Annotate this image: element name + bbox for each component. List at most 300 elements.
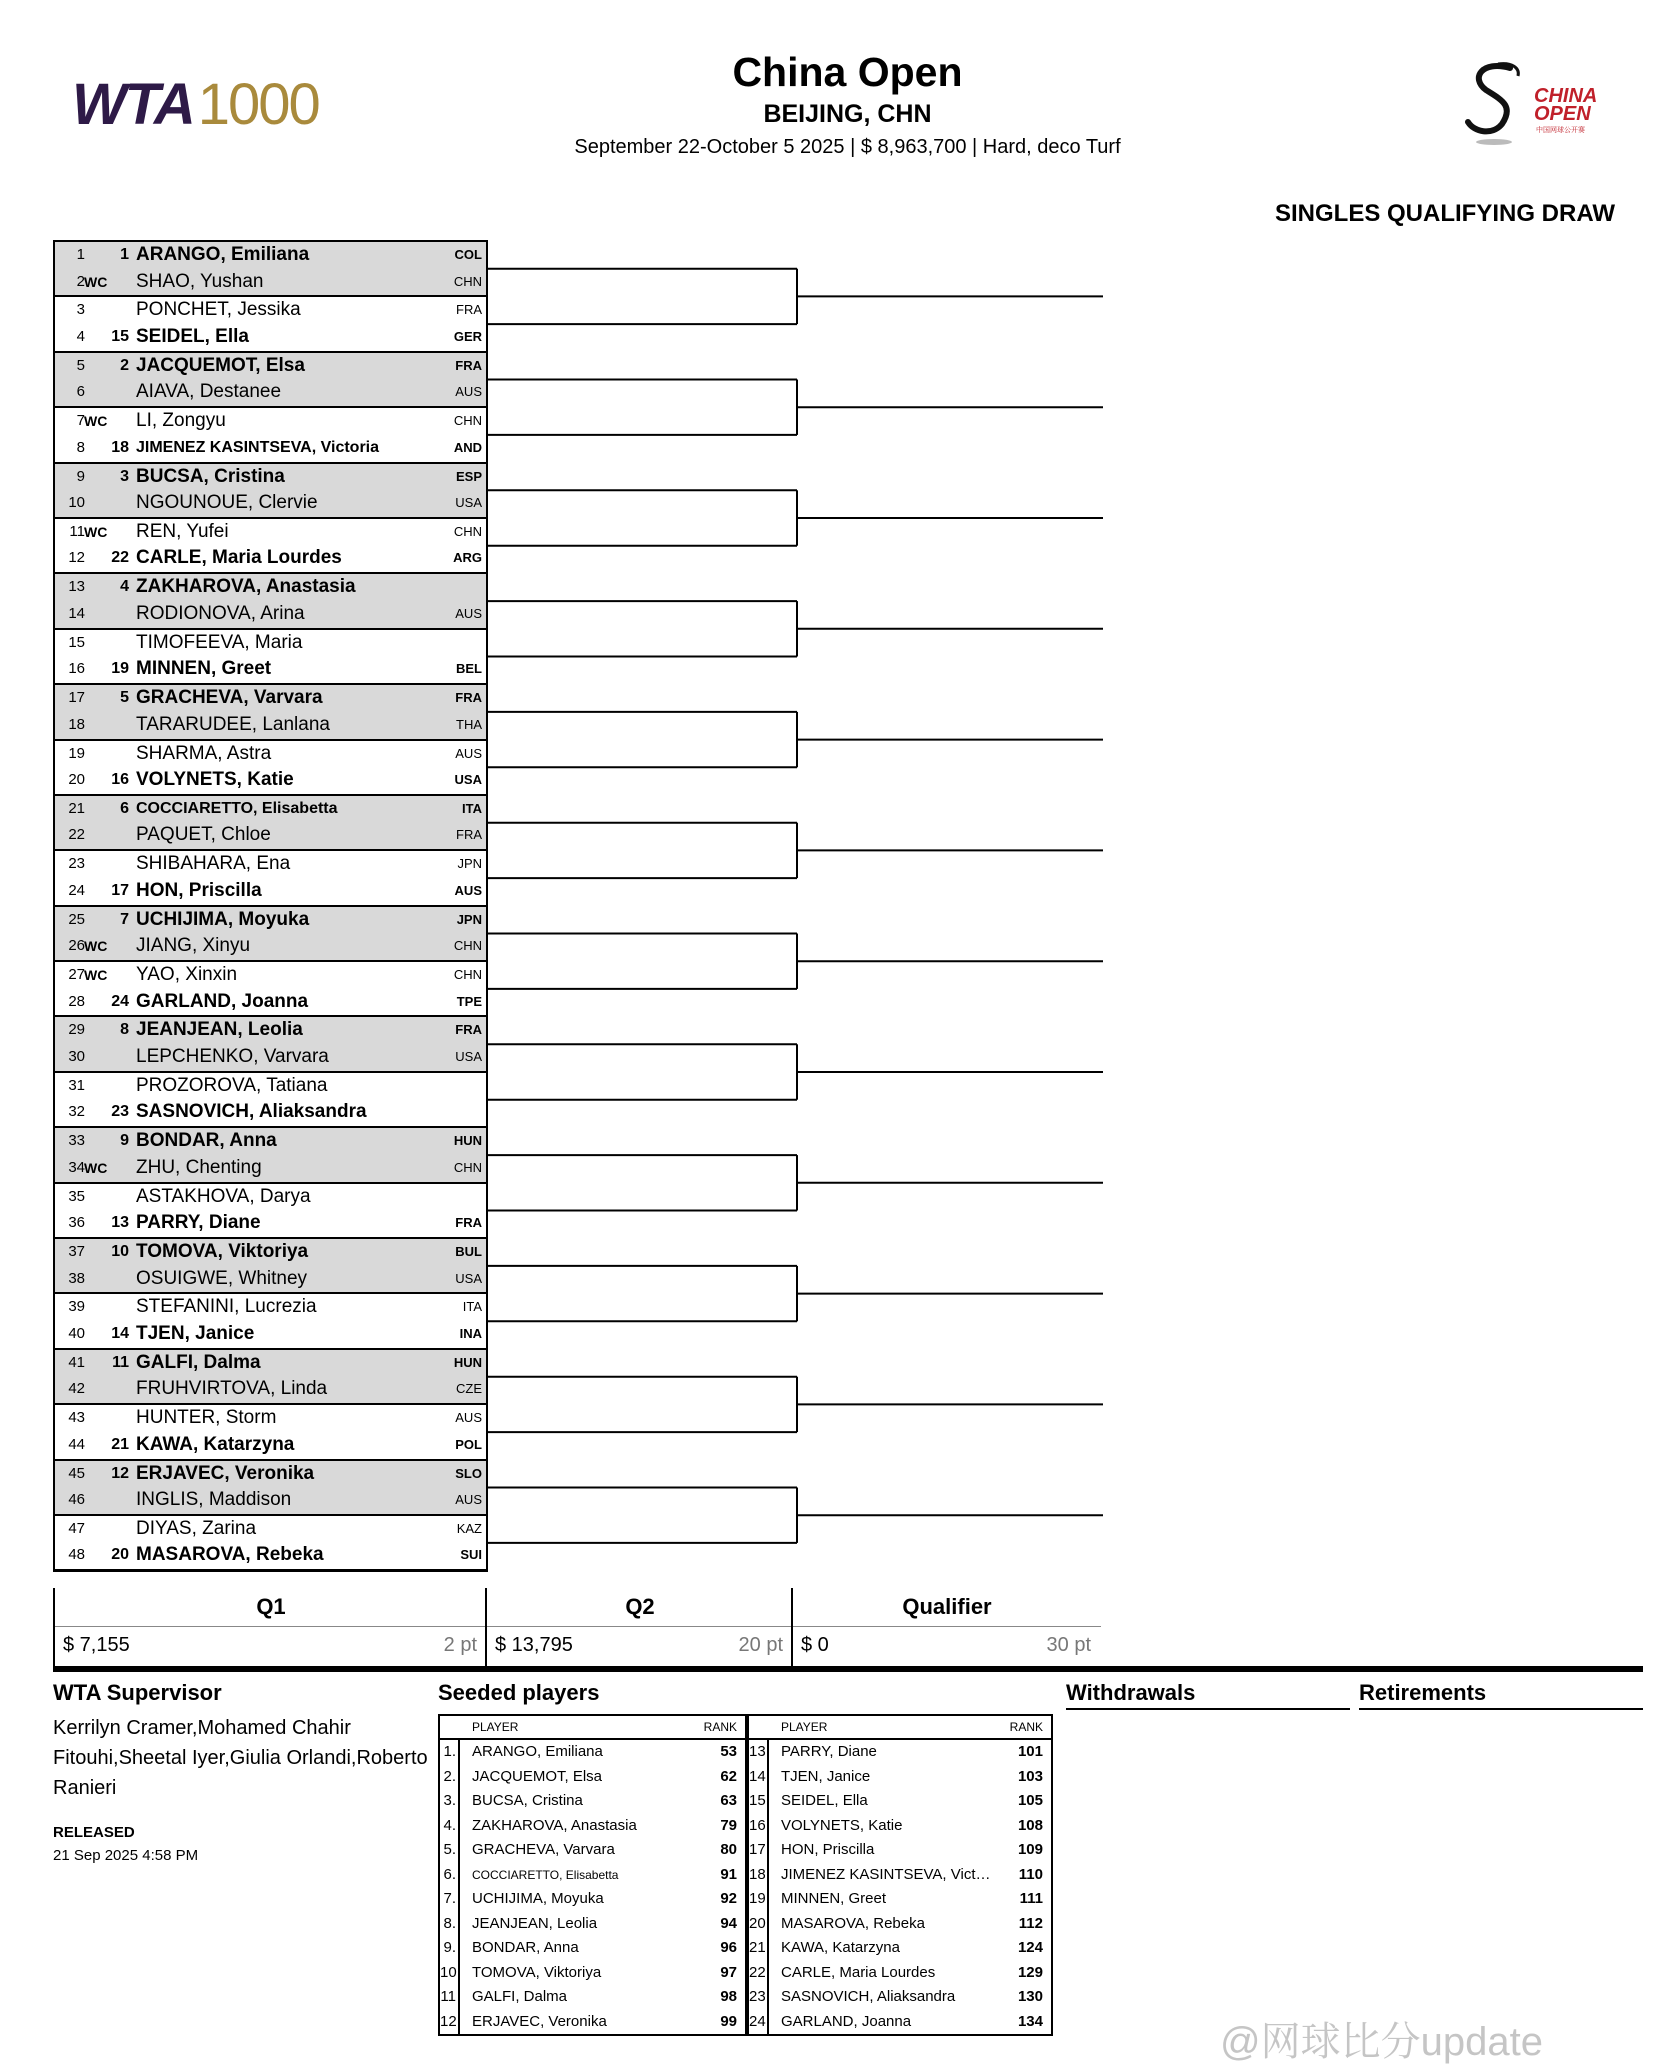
draw-position: 17 [68,689,85,707]
player-name: TIMOFEEVA, Maria [136,631,303,653]
seeded-player-rank: 98 [720,1988,737,2005]
player-nationality: AUS [455,605,482,621]
player-nationality: AUS [455,745,482,761]
seeded-rows [440,1740,745,2034]
seed-number: 10 [111,1243,129,1261]
player-name: YAO, Xinxin [136,964,238,986]
seeded-player-name: TOMOVA, Viktoriya [472,1963,602,1981]
prize-col-q2 [485,1588,793,1668]
player-nationality: ESP [455,468,482,484]
entry-type: WC [84,1159,108,1176]
player-name: ZHU, Chenting [136,1156,262,1178]
draw-position: 33 [68,1132,85,1150]
player-nationality: KAZ [456,1520,482,1536]
player-name: SHIBAHARA, Ena [136,853,291,875]
seed-number: 19 [111,660,129,678]
draw-position: 35 [68,1187,85,1205]
seed-index: 21. [749,1936,769,1961]
seeded-player-rank: 110 [1018,1865,1043,1883]
player-name: LEPCHENKO, Varvara [136,1045,329,1067]
seeded-player-rank: 62 [720,1767,737,1785]
prize-round-label: Q2 [487,1588,793,1627]
draw-position: 9 [76,467,85,485]
player-nationality: CHN [453,413,482,429]
draw-position: 18 [68,715,85,733]
player-name: ERJAVEC, Veronika [136,1462,315,1484]
player-name: RODIONOVA, Arina [136,602,305,624]
draw-position: 2 [76,272,85,290]
player-nationality: ITA [462,800,482,816]
seeded-row [749,1765,1051,1790]
draw-position: 13 [68,578,85,596]
seed-index: 23. [749,1985,769,2010]
player-nationality: USA [455,1270,482,1286]
draw-position: 15 [68,633,85,651]
entry-type: WC [84,273,108,290]
player-nationality: USA [455,1048,482,1064]
seed-number: 2 [120,356,129,374]
seed-index: 15. [749,1789,769,1814]
player-name: SHARMA, Astra [136,742,272,764]
player-name: GARLAND, Joanna [136,990,309,1012]
seed-number: 22 [111,549,129,567]
player-name: JIMENEZ KASINTSEVA, Victoria [136,438,380,456]
player-name: OSUIGWE, Whitney [136,1267,308,1289]
seed-index: 13. [749,1740,769,1765]
player-nationality: ARG [453,550,482,566]
draw-position: 40 [68,1324,85,1342]
seeded-player-name: HON, Priscilla [781,1841,875,1858]
player-name: HON, Priscilla [136,879,262,901]
player-nationality: AUS [455,1492,482,1508]
seeded-row [749,1814,1051,1839]
prize-money-value: $ 7,155 [63,1634,130,1656]
player-name: PAQUET, Chloe [136,824,271,846]
player-name: MASAROVA, Rebeka [136,1544,324,1566]
seed-number: 8 [120,1021,129,1039]
seeded-row [440,1740,745,1765]
draw-position: 4 [76,327,85,345]
player-name: SEIDEL, Ella [136,325,249,347]
seeded-player-name: ZAKHAROVA, Anastasia [472,1816,637,1834]
player-name: TOMOVA, Viktoriya [136,1241,309,1263]
seeded-player-rank: 105 [1017,1792,1043,1809]
entry-type: WC [84,413,108,430]
seed-index: 19. [749,1887,769,1912]
seeded-player-name: GALFI, Dalma [472,1988,568,2005]
draw-position: 19 [68,744,85,762]
player-column-header: PLAYER [472,1720,519,1734]
logo-chinese-text: 中国网球公开赛 [1536,126,1585,134]
seed-index: 20. [749,1912,769,1937]
seed-number: 17 [111,881,129,899]
player-name: SHAO, Yushan [136,270,264,292]
player-name: DIYAS, Zarina [136,1517,257,1539]
seeded-player-name: MINNEN, Greet [781,1890,887,1907]
tournament-info: September 22-October 5 2025 | $ 8,963,700 | Hard, deco Turf [574,136,1121,158]
seeded-player-rank: 101 [1017,1743,1043,1760]
player-name: GRACHEVA, Varvara [136,687,323,709]
draw-position: 16 [68,660,85,678]
prize-round-label: Q1 [55,1588,487,1627]
seed-number: 21 [111,1435,129,1453]
supervisor-names: Kerrilyn Cramer,Mohamed Chahir Fitouhi,Sheetal Iyer,Giulia Orlandi,Roberto Ranieri [53,1717,428,1799]
seed-number: 18 [111,438,129,456]
seeded-player-rank: 53 [720,1743,737,1760]
seeded-player-rank: 130 [1017,1988,1043,2005]
player-nationality: AUS [454,882,482,898]
player-nationality: AUS [455,1410,482,1426]
prize-points-value: 2 pt [443,1634,477,1656]
draw-position: 46 [68,1491,85,1509]
draw-position: 39 [68,1298,85,1316]
draw-position: 14 [68,604,85,622]
draw-position: 28 [68,992,85,1010]
seed-index: 11 [440,1985,460,2010]
player-nationality: FRA [456,302,482,318]
seed-number: 9 [120,1132,129,1150]
seeded-row [749,1740,1051,1765]
draw-position: 48 [68,1546,85,1564]
seeded-player-rank: 103 [1017,1767,1043,1785]
seed-index: 22. [749,1961,769,1986]
draw-position: 23 [68,855,85,873]
draw-position: 10 [68,494,85,512]
seed-index: 4. [440,1814,460,1839]
seeded-player-name: PARRY, Diane [781,1743,877,1760]
seed-number: 20 [111,1546,129,1564]
seed-number: 6 [120,799,129,817]
seeded-player-name: KAWA, Katarzyna [781,1939,900,1956]
player-name: PROZOROVA, Tatiana [136,1074,328,1096]
draw-position: 20 [68,771,85,789]
prize-money-table [53,1588,1103,1668]
seed-index: 18. [749,1863,769,1888]
player-nationality: FRA [455,1215,482,1231]
draw-position: 44 [68,1435,85,1453]
prize-col-qualifier [791,1588,1101,1668]
rank-column-header: RANK [703,1720,737,1734]
player-name: HUNTER, Storm [136,1407,277,1429]
prize-points-value: 30 pt [1046,1634,1091,1656]
player-name: ZAKHAROVA, Anastasia [136,576,356,598]
draw-position: 24 [68,881,85,899]
seeded-rows [749,1740,1051,2034]
draw-position: 30 [68,1047,85,1065]
draw-position: 34 [68,1158,85,1176]
seed-number: 3 [120,467,129,485]
player-name: ARANGO, Emiliana [136,244,310,265]
seeded-table-header [440,1716,745,1740]
prize-points-value: 20 pt [738,1634,783,1656]
seeded-player-rank: 97 [720,1963,737,1981]
seed-number: 11 [112,1353,129,1371]
player-nationality: ITA [462,1299,482,1315]
seeded-player-rank: 63 [720,1792,737,1809]
seed-index: 1. [440,1740,460,1765]
seed-number: 7 [120,910,129,928]
prize-col-q1 [53,1588,487,1668]
draw-position: 22 [68,826,85,844]
seeded-table-header [749,1716,1051,1740]
seed-number: 23 [111,1103,129,1121]
player-nationality: FRA [456,827,482,843]
draw-position: 5 [76,356,85,374]
player-nationality: BEL [456,661,482,677]
draw-position: 27 [68,966,85,984]
player-nationality: TPE [456,993,482,1009]
logo-wta-text: WTA [72,72,194,137]
seeded-player-name: CARLE, Maria Lourdes [781,1963,936,1981]
player-nationality: COL [454,247,482,262]
seeded-player-name: MASAROVA, Rebeka [781,1914,925,1932]
seed-number: 1 [120,246,129,263]
seeded-row [440,1814,745,1839]
player-name: REN, Yufei [136,520,229,542]
seeded-player-rank: 111 [1019,1890,1043,1907]
draw-position: 7 [76,412,85,430]
draw-position: 11 [69,522,85,540]
draw-position: 1 [76,246,85,263]
player-nationality: HUN [453,1133,482,1149]
seed-index: 17. [749,1838,769,1863]
seeded-player-rank: 79 [720,1816,737,1834]
player-nationality: CHN [453,938,482,954]
seed-index: 3. [440,1789,460,1814]
seeded-row [749,1912,1051,1937]
seed-index: 24. [749,2010,769,2035]
player-name: ASTAKHOVA, Darya [136,1185,311,1207]
seed-index: 10 [440,1961,460,1986]
player-nationality: CHN [453,967,482,983]
seeded-row [440,1765,745,1790]
seeded-row [749,2010,1051,2035]
seeded-row [749,1936,1051,1961]
player-name: JEANJEAN, Leolia [136,1019,303,1041]
seeded-player-rank: 108 [1017,1816,1043,1834]
player-name: FRUHVIRTOVA, Linda [136,1378,328,1400]
seed-index: 8. [440,1912,460,1937]
tournament-location: BEIJING, CHN [763,100,932,128]
player-nationality: AUS [455,384,482,400]
player-name: CARLE, Maria Lourdes [136,547,342,569]
draw-position: 29 [68,1021,85,1039]
player-name: INGLIS, Maddison [136,1489,292,1511]
player-name: LI, Zongyu [136,410,226,432]
player-nationality: FRA [455,1022,482,1038]
released-date: 21 Sep 2025 4:58 PM [53,1847,199,1864]
player-name: KAWA, Katarzyna [136,1433,295,1455]
seed-number: 12 [111,1464,129,1482]
seeded-player-name: JACQUEMOT, Elsa [472,1767,603,1785]
seed-index: 14. [749,1765,769,1790]
player-name: JACQUEMOT, Elsa [136,354,305,376]
player-nationality: BUL [455,1244,482,1260]
draw-position: 37 [68,1243,85,1261]
entry-type: WC [84,938,108,955]
player-nationality: FRA [455,690,482,706]
player-name: UCHIJIMA, Moyuka [136,908,310,930]
seeded-player-name: JIMENEZ KASINTSEVA, Vict… [781,1865,991,1883]
weibo-watermark: @网球比分update [1220,2020,1543,2064]
seeded-player-name: ERJAVEC, Veronika [472,2012,607,2030]
seeded-player-name: COCCIARETTO, Elisabetta [472,1867,619,1882]
player-column-header: PLAYER [781,1720,828,1734]
player-name: GALFI, Dalma [136,1351,261,1373]
seeded-row [749,1887,1051,1912]
player-nationality: CHN [453,273,482,289]
prize-money-value: $ 13,795 [495,1634,573,1656]
draw-position: 38 [68,1269,85,1287]
draw-position: 6 [76,383,85,401]
seeded-player-rank: 99 [720,2012,737,2030]
seeded-players-title: Seeded players [438,1680,600,1705]
seeded-player-name: VOLYNETS, Katie [781,1816,903,1834]
draw-position: 12 [68,549,85,567]
draw-position: 41 [68,1353,85,1371]
draw-position: 21 [68,799,85,817]
player-nationality: USA [454,772,482,788]
seeded-row [749,1789,1051,1814]
seeded-player-name: UCHIJIMA, Moyuka [472,1890,604,1907]
seeded-player-rank: 134 [1017,2012,1043,2030]
seeded-player-name: JEANJEAN, Leolia [472,1914,598,1932]
seed-number: 14 [111,1324,129,1342]
draw-position: 8 [76,438,85,456]
player-name: JIANG, Xinyu [136,935,251,957]
player-nationality: CHN [453,1159,482,1175]
player-name: STEFANINI, Lucrezia [136,1296,317,1318]
seed-index: 9. [440,1936,460,1961]
player-name: PARRY, Diane [136,1212,261,1234]
seed-number: 24 [111,992,129,1010]
seeded-player-name: GRACHEVA, Varvara [472,1841,615,1858]
player-nationality: FRA [455,357,482,373]
seeded-row [749,1985,1051,2010]
seed-index: 6. [440,1863,460,1888]
entry-type: WC [84,967,108,984]
entry-type: WC [84,523,108,540]
player-name: SASNOVICH, Aliaksandra [136,1101,367,1123]
seeded-row [749,1838,1051,1863]
player-name: VOLYNETS, Katie [136,769,294,791]
seed-number: 13 [111,1214,129,1232]
player-nationality: USA [455,495,482,511]
seeded-player-rank: 92 [720,1890,737,1907]
seeded-row [440,1961,745,1986]
player-nationality: CZE [456,1381,482,1397]
seed-number: 16 [111,771,129,789]
seeded-player-rank: 96 [720,1939,737,1956]
draw-type-title: SINGLES QUALIFYING DRAW [1274,200,1615,227]
withdrawals-title: Withdrawals [1066,1680,1350,1710]
player-name: BUCSA, Cristina [136,465,285,487]
supervisor-title: WTA Supervisor [53,1680,222,1705]
retirements-title: Retirements [1359,1680,1643,1710]
released-label: RELEASED [53,1824,135,1841]
seed-index: 12 [440,2010,460,2035]
seed-number: 15 [111,327,129,345]
player-nationality: HUN [453,1354,482,1370]
seeded-player-rank: 94 [720,1914,737,1932]
seed-number: 4 [120,578,129,596]
player-nationality: INA [459,1325,482,1341]
seeded-row [440,2010,745,2035]
draw-position: 26 [68,937,85,955]
prize-round-label: Qualifier [793,1588,1101,1627]
player-nationality: SUI [460,1547,482,1563]
seeded-player-name: BUCSA, Cristina [472,1792,583,1809]
player-nationality: JPN [457,856,482,872]
seeded-player-name: SASNOVICH, Aliaksandra [781,1988,956,2005]
seeded-player-rank: 109 [1017,1841,1043,1858]
rank-column-header: RANK [1009,1720,1043,1734]
draw-position: 36 [68,1214,85,1232]
draw-position: 45 [68,1464,85,1482]
seeded-table-right [747,1714,1053,2036]
seeded-player-name: BONDAR, Anna [472,1939,579,1956]
draw-position: 3 [76,301,85,319]
section-divider [53,1666,1643,1672]
player-name: COCCIARETTO, Elisabetta [136,799,338,817]
tournament-name: China Open [732,49,963,95]
player-name: TJEN, Janice [136,1322,255,1344]
player-name: AIAVA, Destanee [136,381,282,403]
draw-position: 42 [68,1380,85,1398]
seeded-row [440,1838,745,1863]
logo-open-text: OPEN [1534,103,1591,125]
seeded-player-name: TJEN, Janice [781,1767,871,1785]
logo-china-text: CHINA [1534,85,1598,107]
player-name: MINNEN, Greet [136,658,272,680]
seeded-row [749,1863,1051,1888]
seed-number: 5 [120,689,129,707]
player-nationality: JPN [456,911,482,927]
seeded-player-rank: 112 [1018,1914,1043,1932]
draw-position: 43 [68,1409,85,1427]
player-nationality: THA [456,716,482,732]
seeded-player-rank: 80 [720,1841,737,1858]
player-nationality: GER [453,328,482,344]
seeded-player-rank: 124 [1017,1939,1043,1956]
seeded-row [440,1985,745,2010]
seeded-row [440,1912,745,1937]
player-nationality: SLO [455,1465,482,1481]
seed-index: 5. [440,1838,460,1863]
seeded-player-name: GARLAND, Joanna [781,2012,912,2030]
draw-position: 25 [68,910,85,928]
logo-1000-text: 1000 [197,72,319,137]
seeded-player-rank: 91 [720,1865,737,1883]
seeded-row [440,1863,745,1888]
seeded-row [440,1789,745,1814]
draw-position: 31 [68,1076,85,1094]
seeded-player-name: SEIDEL, Ella [781,1792,868,1809]
seeded-row [440,1887,745,1912]
seeded-player-name: ARANGO, Emiliana [472,1743,603,1760]
player-name: TARARUDEE, Lanlana [136,713,330,735]
player-name: NGOUNOUE, Clervie [136,492,318,514]
prize-money-value: $ 0 [801,1634,829,1656]
seeded-row [749,1961,1051,1986]
seeded-row [440,1936,745,1961]
player-nationality: POL [455,1436,482,1452]
draw-position: 32 [68,1103,85,1121]
seeded-player-rank: 129 [1017,1963,1043,1981]
seed-index: 16. [749,1814,769,1839]
player-nationality: AND [453,439,482,455]
player-nationality: CHN [453,523,482,539]
